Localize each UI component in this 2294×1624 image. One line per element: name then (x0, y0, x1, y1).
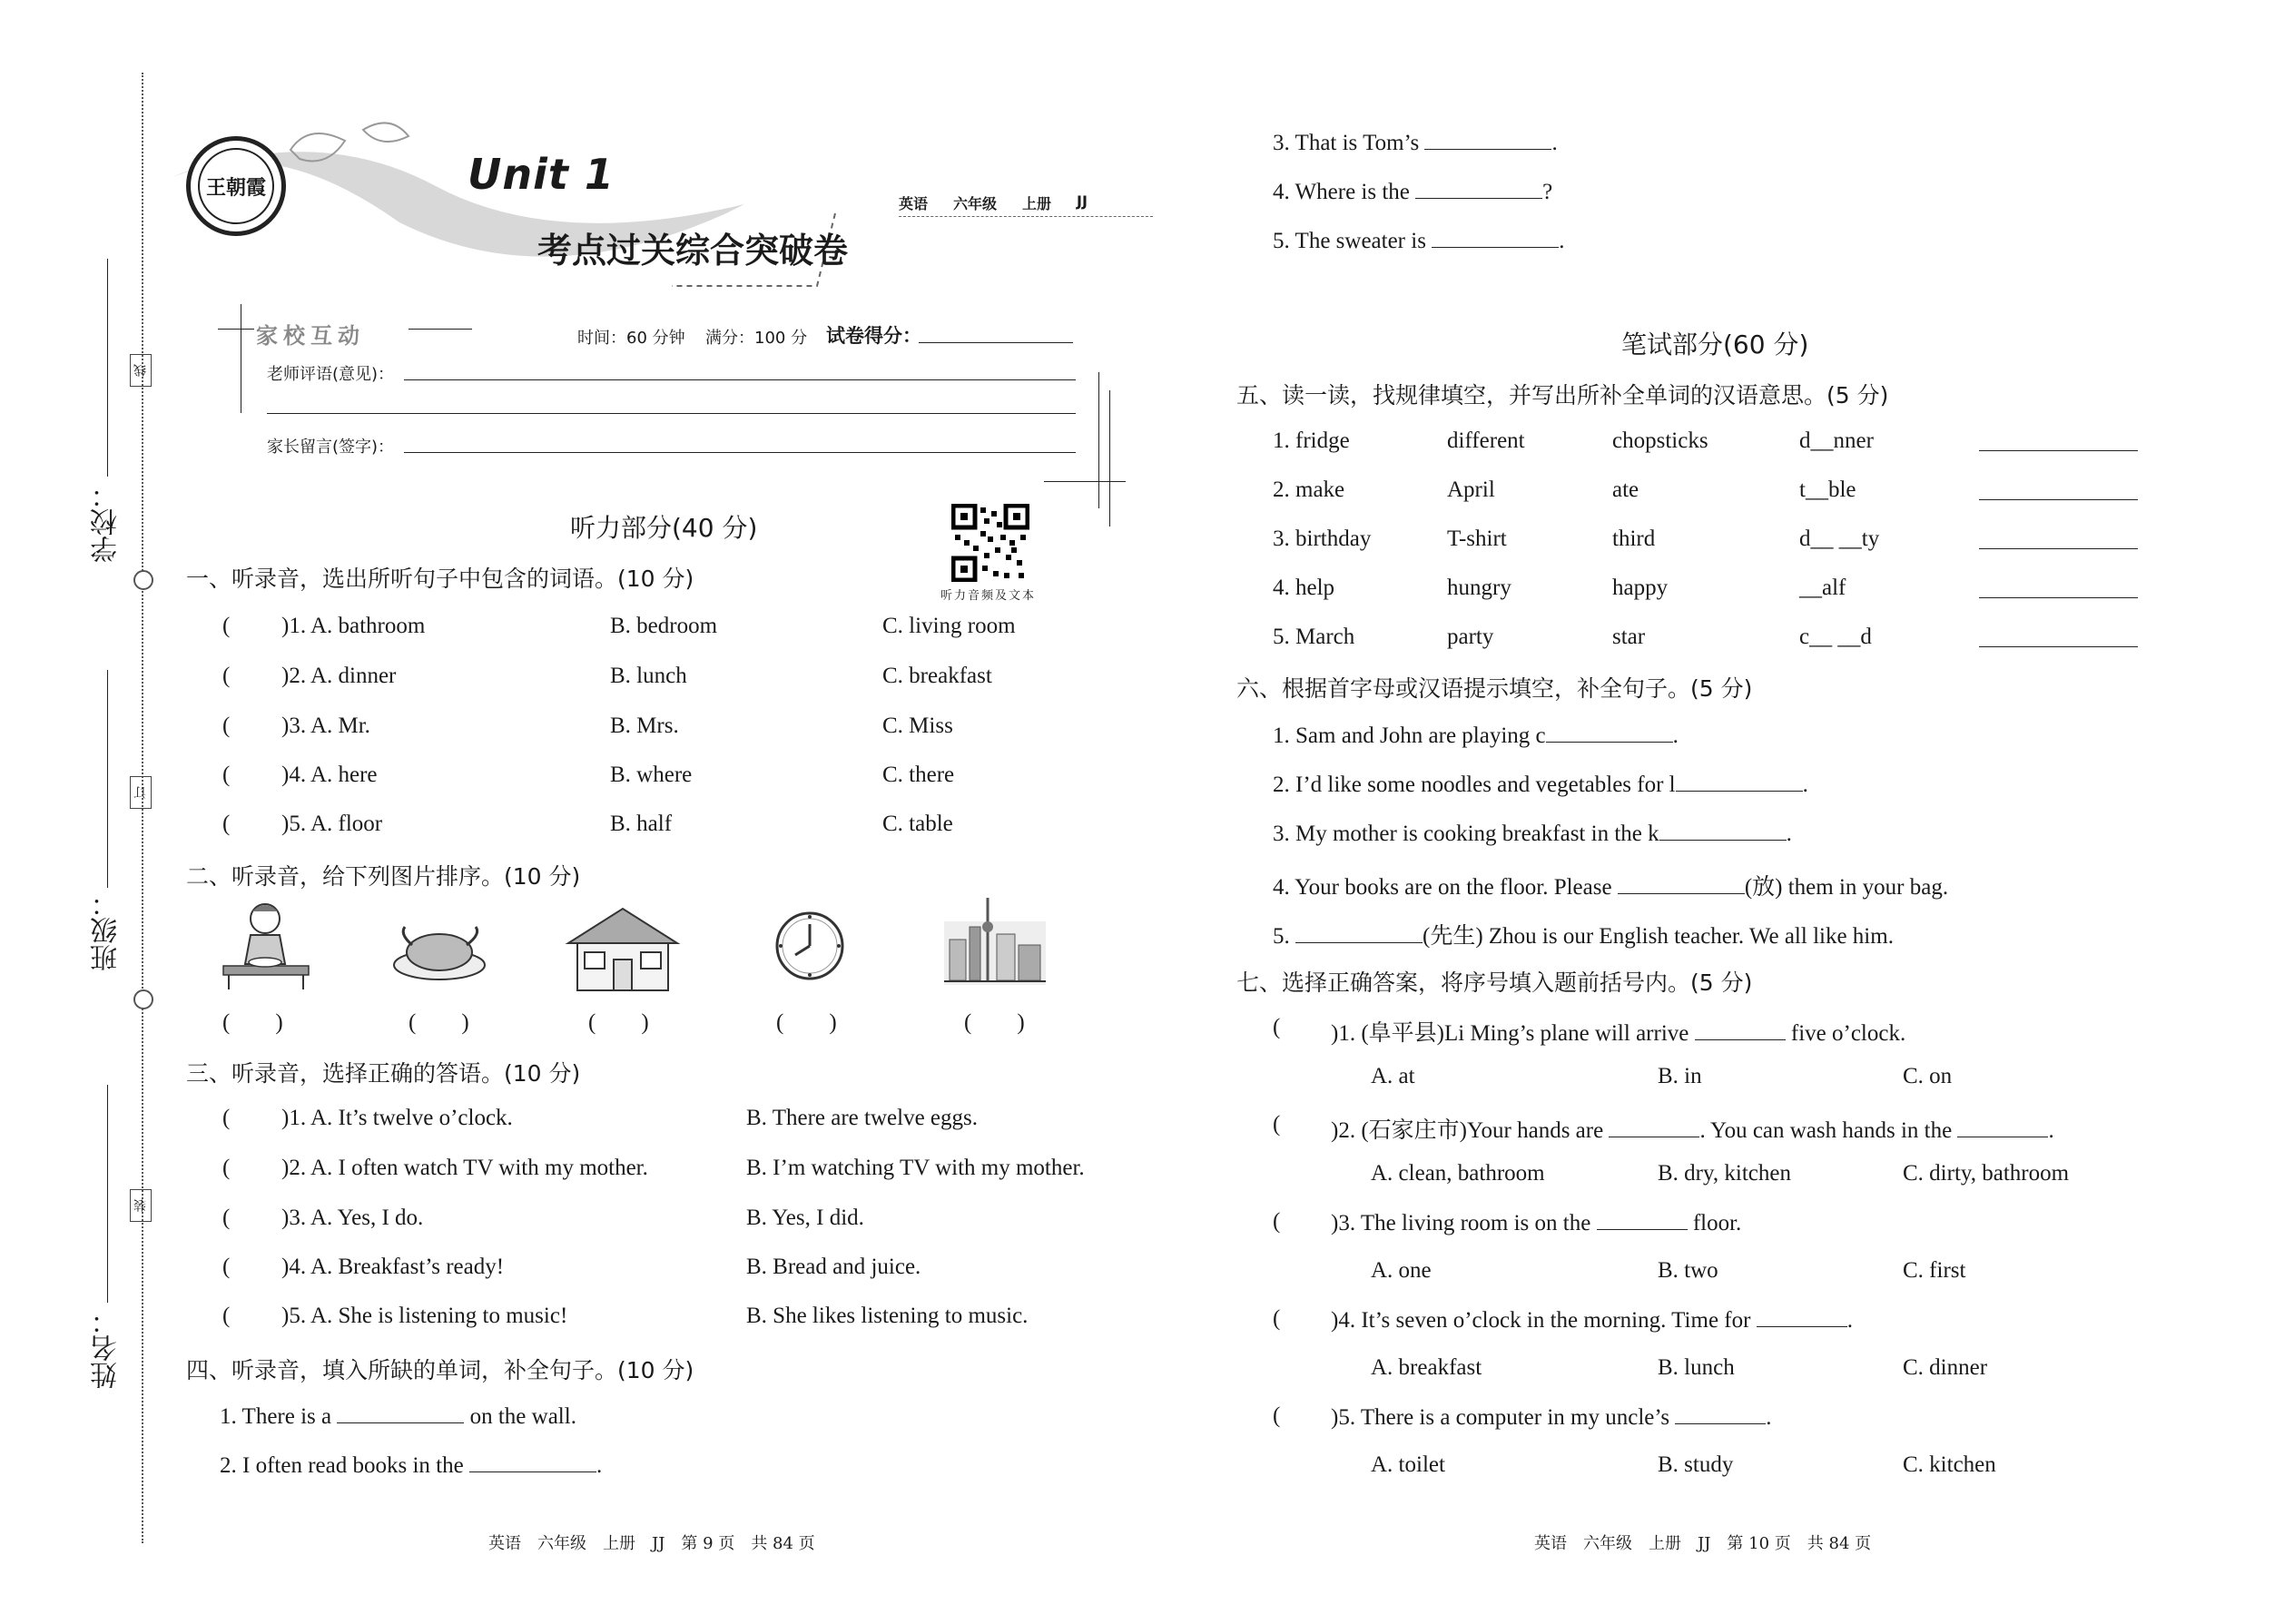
list-item (220, 1403, 576, 1430)
sentence-suffix: on the wall. (469, 1404, 576, 1429)
option-b: B. Bread and juice. (746, 1255, 921, 1279)
table-cell: 1. fridge (1273, 428, 1350, 453)
table-cell: third (1612, 527, 1656, 551)
list-item (1273, 722, 1679, 749)
logo-badge (186, 136, 286, 236)
option-c: C. table (882, 812, 953, 836)
section-2-heading: 二、听录音，给下列图片排序。(10 分) (186, 863, 581, 890)
option-a: )5. A. floor (281, 812, 383, 836)
answer-bracket[interactable]: ( (222, 1255, 231, 1279)
fill-blank[interactable] (469, 1452, 596, 1472)
table-cell: 3. birthday (1273, 527, 1372, 551)
answer-bracket[interactable]: ( (1273, 1112, 1281, 1137)
tag-edition: JJ (1077, 192, 1088, 210)
clock-picture (773, 910, 846, 982)
written-part-title: 笔试部分(60 分) (1621, 330, 1809, 359)
answer-bracket[interactable]: ( (222, 714, 231, 738)
option-c: C. dirty, bathroom (1903, 1161, 2070, 1186)
table-cell: __alf (1799, 576, 1846, 600)
score-label: 试卷得分： (826, 325, 921, 347)
binding-hole-icon (133, 989, 153, 1009)
tags-underline (899, 216, 1153, 217)
option-a: A. one (1371, 1258, 1432, 1283)
option-b: B. lunch (1658, 1355, 1735, 1380)
boy-eating-picture (218, 899, 313, 994)
question-text (1331, 1306, 1853, 1334)
answer-bracket[interactable]: ( (1273, 1209, 1281, 1234)
fill-blank[interactable] (1432, 227, 1559, 248)
sentence-prefix: 5. The sweater is (1273, 229, 1426, 253)
fill-blank[interactable] (1618, 873, 1745, 894)
option-b: B. Yes, I did. (746, 1206, 864, 1230)
sentence-suffix: . (596, 1453, 603, 1478)
table-cell: different (1447, 428, 1525, 453)
option-b: B. I’m watching TV with my mother. (746, 1156, 1085, 1180)
option-b: B. in (1658, 1064, 1702, 1088)
cut-mark-bind: 订 (130, 776, 152, 809)
meaning-blank[interactable] (1979, 597, 2138, 598)
sentence-prefix: 4. Where is the (1273, 180, 1410, 204)
cut-mark-install: 装 (130, 1189, 152, 1222)
footer-left: 英语 六年级 上册 JJ 第 9 页 共 84 页 (488, 1534, 815, 1553)
table-cell: ate (1612, 477, 1639, 502)
table-cell: star (1612, 625, 1646, 649)
answer-bracket[interactable]: ( (222, 614, 231, 638)
time-info: 时间：60 分钟 (577, 329, 685, 348)
list-item (1273, 129, 1558, 156)
option-a: )2. A. dinner (281, 664, 397, 688)
answer-bracket[interactable]: ( (222, 1304, 231, 1328)
question-prefix: )4. It’s seven o’clock in the morning. Time for (1331, 1308, 1751, 1333)
sentence-prefix: 1. There is a (220, 1404, 332, 1429)
decor-line (1109, 390, 1110, 527)
fill-blank[interactable] (337, 1403, 464, 1423)
option-b: B. Mrs. (610, 714, 679, 738)
answer-bracket[interactable]: ( (222, 812, 231, 836)
answer-bracket[interactable]: ( (222, 1156, 231, 1180)
answer-bracket[interactable]: ( (1273, 1015, 1281, 1039)
fill-blank[interactable] (1957, 1117, 2048, 1137)
table-cell: chopsticks (1612, 428, 1708, 453)
fill-blank[interactable] (1609, 1117, 1699, 1137)
question-suffix: . (1846, 1308, 1853, 1333)
section-6-heading: 六、根据首字母或汉语提示填空，补全句子。(5 分) (1236, 675, 1753, 702)
sentence-suffix: (放) them in your bag. (1744, 875, 1949, 900)
sentence-suffix: . (1559, 229, 1565, 253)
city-skyline-picture (940, 894, 1049, 994)
meaning-blank[interactable] (1979, 646, 2138, 647)
meaning-blank[interactable] (1979, 548, 2138, 549)
table-cell: April (1447, 477, 1495, 502)
answer-bracket[interactable]: ( (222, 1206, 231, 1230)
list-item (1273, 771, 1808, 798)
answer-bracket[interactable]: ( (222, 763, 231, 787)
question-suffix: five o’clock. (1790, 1021, 1906, 1046)
option-a: A. clean, bathroom (1371, 1161, 1545, 1186)
answer-bracket[interactable]: ( (1273, 1306, 1281, 1331)
answer-bracket[interactable]: ( ) (222, 1010, 283, 1035)
option-a: A. breakfast (1371, 1355, 1482, 1380)
question-suffix: floor. (1692, 1211, 1742, 1235)
option-c: C. living room (882, 614, 1016, 638)
decor-line (1098, 372, 1099, 508)
class-label: 班级： (91, 890, 123, 971)
binding-hole-icon (133, 570, 153, 590)
decor-line (409, 329, 472, 330)
answer-bracket[interactable]: ( (1273, 1403, 1281, 1428)
sentence-prefix: 3. My mother is cooking breakfast in the k (1273, 822, 1659, 846)
teacher-comment-label: 老师评语(意见)： (267, 365, 395, 384)
option-c: C. Miss (882, 714, 953, 738)
decor-line (1044, 481, 1126, 482)
tag-grade: 六年级 (953, 195, 998, 212)
option-a: )1. A. bathroom (281, 614, 426, 638)
option-b: B. where (610, 763, 693, 787)
option-a: A. toilet (1371, 1452, 1445, 1477)
sentence-suffix: . (1672, 723, 1679, 748)
list-item (1273, 178, 1552, 205)
fill-blank[interactable] (1546, 722, 1673, 743)
qr-code-icon[interactable] (951, 504, 1029, 582)
option-c: C. first (1903, 1258, 1966, 1283)
table-cell: hungry (1447, 576, 1511, 600)
option-b: B. two (1658, 1258, 1718, 1283)
school-label: 学校： (91, 481, 123, 563)
qr-caption: 听力音频及文本 (940, 589, 1037, 603)
table-cell: d__nner (1799, 428, 1874, 453)
option-c: C. breakfast (882, 664, 992, 688)
meaning-blank[interactable] (1979, 499, 2138, 500)
parent-message-label: 家长留言(签字)： (267, 438, 395, 457)
fill-blank[interactable] (1675, 1403, 1766, 1424)
answer-bracket[interactable]: ( (222, 1106, 231, 1130)
list-item (220, 1452, 602, 1479)
sentence-prefix: 4. Your books are on the floor. Please (1273, 875, 1612, 900)
list-item (1273, 820, 1792, 847)
school-field[interactable] (107, 259, 108, 477)
question-text (1331, 1112, 2054, 1145)
listening-part-title: 听力部分(40 分) (570, 513, 758, 543)
answer-bracket[interactable]: ( ) (776, 1010, 837, 1035)
parent-message-field[interactable] (404, 452, 1076, 453)
fill-blank[interactable] (1676, 771, 1803, 792)
option-a: )3. A. Yes, I do. (281, 1206, 424, 1230)
sentence-suffix: . (1786, 822, 1792, 846)
fill-blank[interactable] (1295, 922, 1423, 943)
question-prefix: )3. The living room is on the (1331, 1211, 1591, 1235)
full-score-info: 满分：100 分 (705, 329, 808, 348)
fill-blank[interactable] (1757, 1306, 1847, 1327)
option-a: )4. A. here (281, 763, 378, 787)
cut-mark-line: 线 (130, 354, 152, 387)
question-suffix: . (2048, 1118, 2054, 1143)
meaning-blank[interactable] (1979, 450, 2138, 451)
question-prefix: )2. (石家庄市)Your hands are (1331, 1118, 1604, 1143)
table-cell: T-shirt (1447, 527, 1507, 551)
tag-subject: 英语 (899, 195, 929, 212)
question-suffix: . (1766, 1405, 1772, 1430)
table-cell: 4. help (1273, 576, 1335, 600)
sentence-prefix: 3. That is Tom’s (1273, 131, 1420, 155)
home-school-label: 家校互动 (256, 323, 365, 349)
answer-bracket[interactable]: ( ) (409, 1010, 469, 1035)
list-item (1273, 918, 1894, 950)
option-a: )1. A. It’s twelve o’clock. (281, 1106, 513, 1130)
option-b: B. She likes listening to music. (746, 1304, 1029, 1328)
answer-bracket[interactable]: ( (222, 664, 231, 688)
fill-blank[interactable] (1695, 1019, 1786, 1040)
table-cell: t__ble (1799, 477, 1856, 502)
list-item (1273, 869, 1948, 901)
sentence-suffix: . (1802, 773, 1808, 797)
question-text (1331, 1403, 1772, 1431)
teacher-comment-field[interactable] (404, 379, 1076, 380)
sentence-prefix: 2. I often read books in the (220, 1453, 464, 1478)
class-field[interactable] (107, 670, 108, 888)
fill-blank[interactable] (1597, 1209, 1688, 1230)
list-item (1273, 227, 1564, 254)
option-a: )2. A. I often watch TV with my mother. (281, 1156, 648, 1180)
unit-title: Unit 1 (468, 150, 615, 199)
fill-blank[interactable] (1424, 129, 1551, 150)
house-picture (565, 903, 681, 994)
answer-bracket[interactable]: ( ) (964, 1010, 1025, 1035)
question-text (1331, 1209, 1741, 1236)
sentence-prefix: 2. I’d like some noodles and vegetables for l (1273, 773, 1676, 797)
footer-right: 英语 六年级 上册 JJ 第 10 页 共 84 页 (1534, 1534, 1872, 1553)
option-b: B. bedroom (610, 614, 718, 638)
tag-volume: 上册 (1022, 195, 1052, 212)
table-cell: c__ __d (1799, 625, 1872, 649)
table-cell: 2. make (1273, 477, 1345, 502)
section-3-heading: 三、听录音，选择正确的答语。(10 分) (186, 1060, 581, 1087)
option-c: C. kitchen (1903, 1452, 1996, 1477)
table-cell: party (1447, 625, 1494, 649)
sentence-suffix: ? (1542, 180, 1553, 204)
question-text (1331, 1015, 1905, 1048)
table-cell: d__ __ty (1799, 527, 1880, 551)
option-c: C. dinner (1903, 1355, 1988, 1380)
option-c: C. there (882, 763, 955, 787)
logo-text: 王朝霞 (198, 148, 274, 224)
decor-line (218, 329, 254, 330)
option-b: B. study (1658, 1452, 1734, 1477)
option-a: A. at (1371, 1064, 1415, 1088)
score-field[interactable] (919, 342, 1073, 343)
question-prefix: )5. There is a computer in my uncle’s (1331, 1405, 1670, 1430)
option-b: B. lunch (610, 664, 687, 688)
answer-bracket[interactable]: ( ) (588, 1010, 649, 1035)
sentence-prefix: 1. Sam and John are playing c (1273, 723, 1546, 748)
question-prefix: )1. (阜平县)Li Ming’s plane will arrive (1331, 1021, 1689, 1046)
fill-blank[interactable] (1415, 178, 1542, 199)
name-field[interactable] (107, 1085, 108, 1303)
option-b: B. half (610, 812, 673, 836)
option-a: )4. A. Breakfast’s ready! (281, 1255, 505, 1279)
option-a: )5. A. She is listening to music! (281, 1304, 568, 1328)
section-4-heading: 四、听录音，填入所缺的单词，补全句子。(10 分) (186, 1357, 694, 1383)
roast-chicken-picture (392, 921, 487, 985)
table-cell: 5. March (1273, 625, 1355, 649)
option-a: )3. A. Mr. (281, 714, 370, 738)
question-middle: . You can wash hands in the (1699, 1118, 1953, 1143)
sentence-suffix: (先生) Zhou is our English teacher. We all like him. (1423, 924, 1894, 949)
teacher-comment-field-2[interactable] (267, 413, 1076, 414)
section-5-heading: 五、读一读，找规律填空，并写出所补全单词的汉语意思。(5 分) (1236, 382, 1889, 408)
fill-blank[interactable] (1659, 820, 1787, 841)
name-label: 姓名： (91, 1307, 123, 1389)
section-1-heading: 一、听录音，选出所听句子中包含的词语。(10 分) (186, 566, 694, 592)
option-c: C. on (1903, 1064, 1953, 1088)
header-tags (899, 192, 1088, 213)
sentence-prefix: 5. (1273, 924, 1290, 949)
table-cell: happy (1612, 576, 1669, 600)
section-7-heading: 七、选择正确答案，将序号填入题前括号内。(5 分) (1236, 969, 1753, 996)
sentence-suffix: . (1551, 131, 1558, 155)
option-b: B. dry, kitchen (1658, 1161, 1791, 1186)
exam-subtitle: 考点过关综合突破卷 (537, 230, 849, 271)
option-b: B. There are twelve eggs. (746, 1106, 978, 1130)
